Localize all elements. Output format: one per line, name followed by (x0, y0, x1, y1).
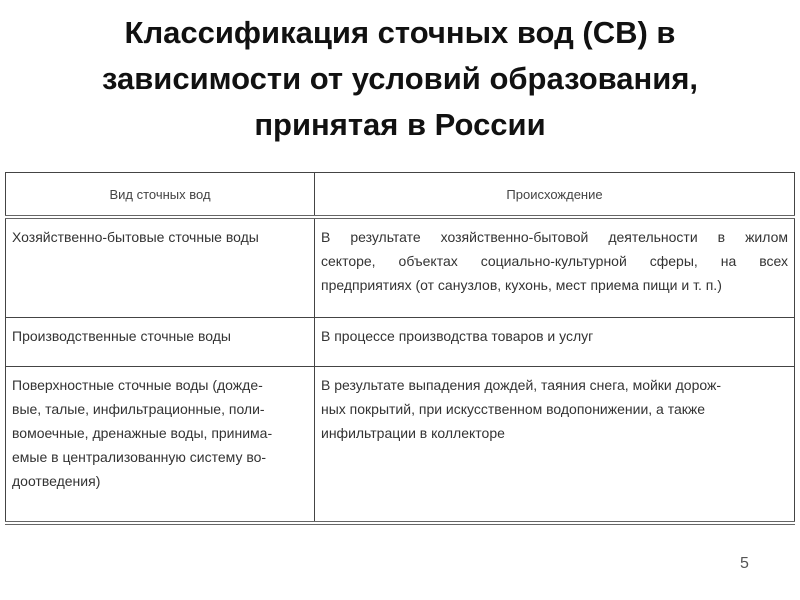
cell-origin (315, 367, 795, 524)
table-row (6, 217, 795, 318)
page-number: 5 (740, 555, 749, 572)
cell-origin (315, 318, 795, 367)
cell-type (6, 217, 315, 318)
cell-line: Поверхностные сточные воды (дожде- (12, 377, 263, 393)
cell-line: емые в централизованную систему во- (12, 449, 267, 465)
table-header-row (6, 173, 795, 218)
title-line: принятая в России (254, 107, 546, 142)
header-origin: Происхождение (315, 173, 795, 218)
cell-line: В процессе производства товаров и услуг (321, 328, 594, 344)
cell-line: ных покрытий, при искусственном водопонижении, а также (321, 401, 706, 417)
cell-line: В результате хозяйственно-бытовой деятельности в жилом (321, 229, 788, 245)
table-row (6, 367, 795, 524)
cell-type (6, 318, 315, 367)
cell-line: Хозяйственно-бытовые сточные воды (12, 229, 259, 245)
cell-line: вомоечные, дренажные воды, принима- (12, 425, 273, 441)
title-line: зависимости от условий образования, (101, 61, 699, 96)
cell-line: секторе, объектах социально-культурной сферы, на всех (321, 253, 788, 269)
cell-line: Производственные сточные воды (12, 328, 231, 344)
cell-line: В результате выпадения дождей, таяния снега, мойки дорож- (321, 377, 722, 393)
header-type: Вид сточных вод (6, 173, 315, 218)
wastewater-classification-table (5, 172, 795, 525)
cell-line: доотведения) (12, 473, 101, 489)
cell-line: вые, талые, инфильтрационные, поли- (12, 401, 265, 417)
slide-title (0, 10, 800, 148)
cell-origin (315, 217, 795, 318)
table-row (6, 318, 795, 367)
title-line: Классификация сточных вод (СВ) в (124, 15, 676, 50)
cell-line: инфильтрации в коллекторе (321, 425, 505, 441)
cell-line: предприятиях (от санузлов, кухонь, мест приема пищи и т. п.) (321, 277, 722, 293)
cell-type (6, 367, 315, 524)
